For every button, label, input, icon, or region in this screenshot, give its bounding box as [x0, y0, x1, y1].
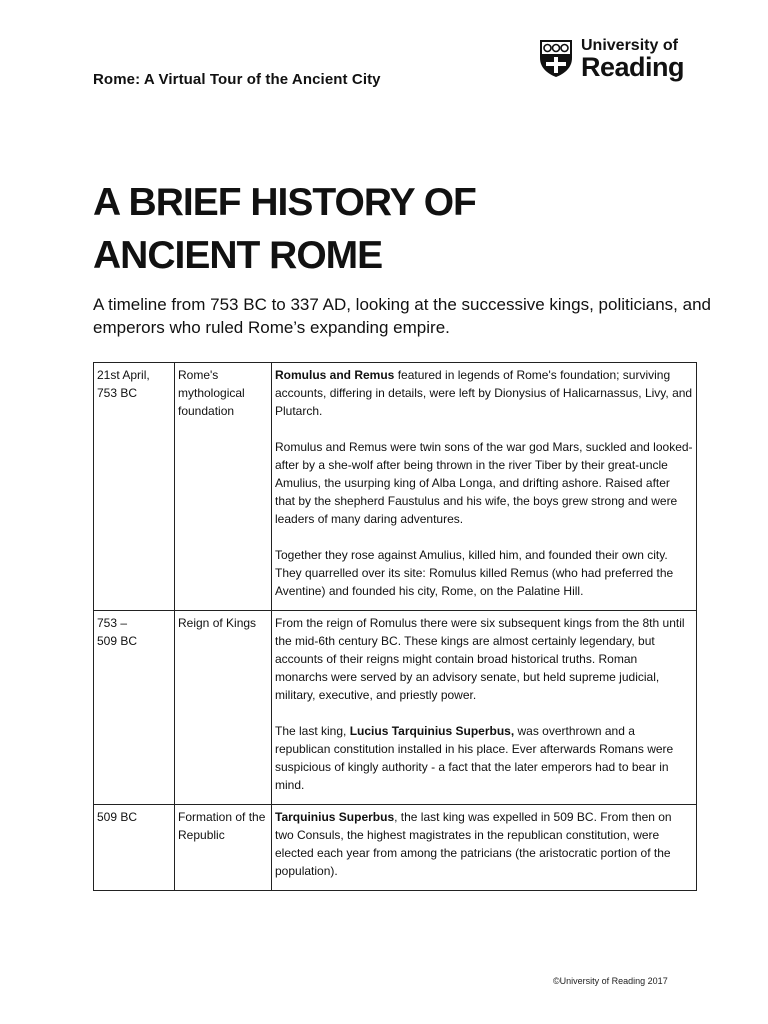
paragraph-text: was overthrown and a republican constitution installed in his place. Ever afterwards Romans were suspicious of kingly authority - a fact that the later emperors had to bear in mind. [275, 724, 674, 792]
paragraph [275, 722, 693, 794]
theme-cell: Reign of Kings [175, 611, 272, 805]
logo-text-line2: Reading [581, 52, 685, 82]
paragraph: Together they rose against Amulius, killed him, and founded their own city. They quarrelled over its site: Romulus killed Remus (who had preferred the Aventine) and founded his city, Rome, on the Palatine Hill. [275, 548, 674, 598]
content-cell [272, 363, 697, 611]
title-line1: A BRIEF HISTORY OF [93, 181, 476, 224]
logo-text-line1: University of [581, 37, 678, 54]
document-title [93, 176, 653, 282]
table-row [94, 363, 697, 611]
content-cell [272, 611, 697, 805]
date-cell [94, 363, 175, 611]
copyright-footer: ©University of Reading 2017 [553, 976, 668, 986]
document-subtitle: A timeline from 753 BC to 337 AD, looking at the successive kings, politicians, and emperors who ruled Rome’s expanding empire. [93, 295, 711, 337]
bold-text: Tarquinius Superbus [275, 810, 395, 824]
table-row [94, 805, 697, 891]
date-text: 509 BC [97, 634, 138, 648]
paragraph [275, 366, 693, 420]
bold-text: Romulus and Remus [275, 368, 395, 382]
paragraph: From the reign of Romulus there were six subsequent kings from the 8th until the mid-6th century BC. These kings are almost certainly legendary, but accounts of their reigns might contain broad historical truths. Roman monarchs were served by an advisory senate, but held supreme judicial, military, executive, and priestly power. [275, 616, 685, 702]
date-cell [94, 611, 175, 805]
paragraph-text: featured in legends of Rome's foundation; surviving accounts, differing in details, were left by Dionysius of Halicarnassus, Livy, and Plutarch. [275, 368, 693, 418]
crest-icon [538, 38, 574, 78]
date-text: 21st April, [97, 368, 150, 382]
course-title: Rome: A Virtual Tour of the Ancient City [93, 71, 381, 88]
table-row [94, 611, 697, 805]
date-cell: 509 BC [94, 805, 175, 891]
paragraph-text: The last king, [275, 724, 350, 738]
title-line2: ANCIENT ROME [93, 234, 383, 277]
paragraph-text: , the last king was expelled in 509 BC. From then on two Consuls, the highest magistrates in the republican constitution, were elected each year from among the patricians (the aristocratic portion of the population). [275, 810, 672, 878]
date-text: 753 – [97, 616, 128, 630]
date-text: 753 BC [97, 386, 138, 400]
content-cell [272, 805, 697, 891]
bold-text: Lucius Tarquinius Superbus, [349, 724, 515, 738]
university-logo [538, 37, 698, 87]
paragraph [275, 808, 693, 880]
paragraph: Romulus and Remus were twin sons of the war god Mars, suckled and looked-after by a she-wolf after being thrown in the river Tiber by their great-uncle Amulius, the usurping king of Alba Longa, and drifting ashore. Raised after that by the shepherd Faustulus and his wife, the boys grew strong and were leaders of many daring adventures. [275, 440, 693, 526]
theme-cell: Rome's mythological foundation [175, 363, 272, 611]
theme-cell: Formation of the Republic [175, 805, 272, 891]
timeline-table [93, 362, 697, 891]
